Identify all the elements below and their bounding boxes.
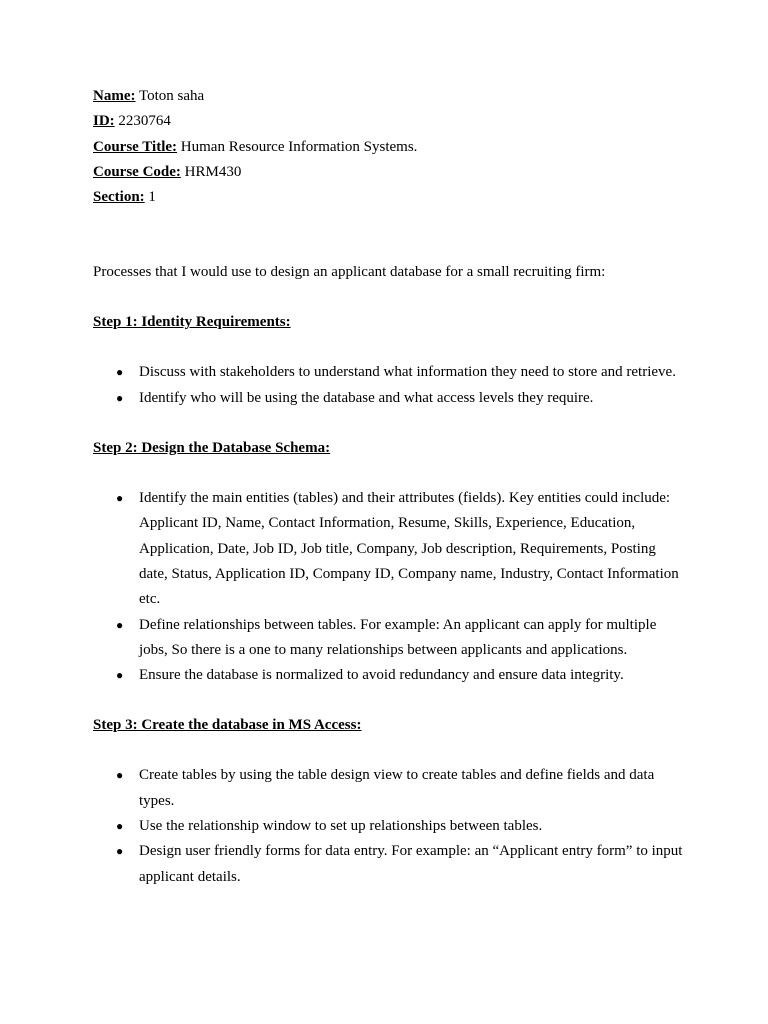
course-code-value: HRM430 (180, 163, 242, 180)
step-3-heading: Step 3: Create the database in MS Access: (93, 717, 362, 734)
bullet-icon: ● (116, 768, 124, 783)
name-value: Toton saha (135, 88, 205, 104)
step-3-list (93, 763, 683, 889)
intro-paragraph: Processes that I would use to design an applicant database for a small recruiting firm: (93, 264, 606, 281)
list-item (93, 386, 683, 411)
bullet-icon: ● (116, 819, 124, 834)
list-item (93, 486, 683, 612)
list-item-text: Create tables by using the table design view to create tables and define fields and data types. (139, 767, 655, 809)
id-value: 2230764 (114, 113, 171, 130)
document-page (93, 84, 683, 890)
course-title-value: Human Resource Information Systems. (177, 138, 418, 155)
list-item-text: Design user friendly forms for data entry. For example: an “Applicant entry form” to input applicant details. (139, 843, 683, 885)
bullet-icon: ● (116, 617, 124, 632)
course-code-label: Course Code: (93, 163, 181, 180)
id-label: ID: (93, 113, 115, 130)
step-2-heading: Step 2: Design the Database Schema: (93, 440, 331, 457)
step-1-heading: Step 1: Identity Requirements: (93, 314, 291, 331)
list-item (93, 360, 683, 385)
section-value: 1 (144, 189, 156, 206)
list-item-text: Use the relationship window to set up relationships between tables. (139, 818, 543, 835)
list-item-text: Identify who will be using the database and what access levels they require. (139, 389, 594, 406)
list-item (93, 814, 683, 839)
list-item-text: Identify the main entities (tables) and their attributes (fields). Key entities could include: Applicant ID, Name, Contact Information, Resume, Skills, Experience, Education, Application, Date, Job ID, Job title, Company, Job description, Requirements, Posting date, Status, Application ID, Company ID, Company name, Industry, Contact Information etc. (139, 490, 679, 608)
course-title-label: Course Title: (93, 138, 178, 155)
bullet-icon: ● (116, 668, 124, 683)
course-title-line (93, 135, 683, 160)
bullet-icon: ● (116, 844, 124, 859)
bullet-icon: ● (116, 365, 124, 380)
name-line (93, 84, 683, 109)
bullet-icon: ● (116, 390, 124, 405)
list-item (93, 839, 683, 890)
step-1-list (93, 360, 683, 411)
list-item (93, 763, 683, 814)
name-label: Name: (93, 88, 136, 104)
list-item-text: Define relationships between tables. For example: An applicant can apply for multiple jobs, So there is a one to many relationships between applicants and applications. (139, 616, 657, 658)
list-item-text: Discuss with stakeholders to understand what information they need to store and retrieve. (139, 364, 676, 381)
list-item (93, 613, 683, 664)
bullet-icon: ● (116, 491, 124, 506)
list-item (93, 663, 683, 688)
section-line (93, 185, 683, 210)
step-2-list (93, 486, 683, 688)
list-item-text: Ensure the database is normalized to avoid redundancy and ensure data integrity. (139, 667, 624, 684)
section-label: Section: (93, 189, 145, 206)
course-code-line (93, 160, 683, 185)
id-line (93, 109, 683, 134)
